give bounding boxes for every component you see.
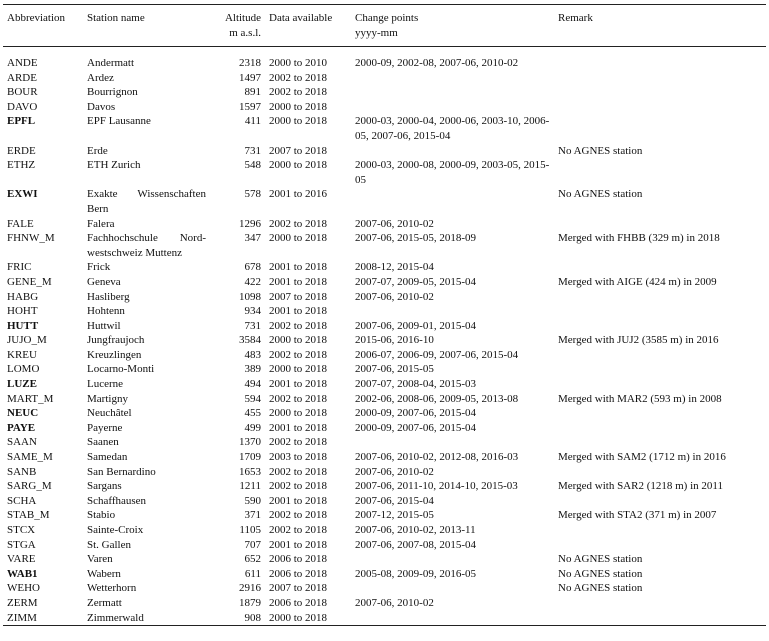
cell-remark: No AGNES station <box>558 188 643 201</box>
cell-data-available: 2000 to 2018 <box>269 363 328 376</box>
cell-change-points: 2007-06, 2015-04 <box>355 494 434 507</box>
cell-altitude: 483 <box>244 348 261 361</box>
cell-altitude: 1597 <box>239 100 261 113</box>
table-header <box>3 5 766 47</box>
table-row <box>3 523 766 538</box>
cell-station-name: Andermatt <box>87 57 135 69</box>
cell-station-name: Hasliberg <box>87 290 130 303</box>
cell-change-points: 2000-09, 2007-06, 2015-04 <box>355 407 476 420</box>
cell-data-available: 2001 to 2018 <box>269 421 328 434</box>
cell-altitude: 1370 <box>239 436 261 449</box>
cell-data-available: 2002 to 2018 <box>269 86 328 99</box>
cell-abbreviation: LOMO <box>7 363 40 376</box>
header-data-available: Data available <box>269 12 333 24</box>
cell-abbreviation: WAB1 <box>7 567 38 580</box>
cell-station-name: Frick <box>87 261 111 274</box>
header-change-points-label: Change points <box>355 12 419 24</box>
cell-altitude: 411 <box>244 115 261 128</box>
cell-abbreviation: HABG <box>7 290 39 303</box>
cell-station-name: Payerne <box>87 421 123 434</box>
cell-change-points: 2007-06, 2010-02, 2012-08, 2016-03 <box>355 451 519 464</box>
table-row <box>3 100 766 115</box>
table-row <box>3 567 766 582</box>
cell-data-available: 2002 to 2018 <box>269 392 328 405</box>
table-row <box>3 348 766 363</box>
cell-remark <box>554 114 766 143</box>
cell-change-points <box>351 552 554 567</box>
cell-remark <box>554 538 766 553</box>
table-row <box>3 508 766 523</box>
cell-change-points: 2000-09, 2002-08, 2007-06, 2010-02 <box>355 57 519 69</box>
table-row <box>3 362 766 377</box>
cell-altitude: 590 <box>244 494 261 507</box>
table-row <box>3 114 766 143</box>
cell-altitude: 578 <box>244 188 261 201</box>
cell-data-available: 2007 to 2018 <box>269 290 328 303</box>
cell-data-available: 2001 to 2018 <box>269 494 328 507</box>
cell-station-name: Falera <box>87 217 115 230</box>
cell-abbreviation: EPFL <box>7 115 36 128</box>
header-abbreviation: Abbreviation <box>7 12 66 24</box>
cell-data-available: 2000 to 2018 <box>269 407 328 420</box>
cell-abbreviation: ERDE <box>7 144 36 157</box>
cell-altitude: 494 <box>244 378 261 391</box>
cell-altitude: 594 <box>244 392 261 405</box>
table-row <box>3 479 766 494</box>
cell-altitude: 499 <box>244 421 261 434</box>
cell-remark: Merged with AIGE (424 m) in 2009 <box>558 275 717 288</box>
cell-change-points <box>351 187 554 216</box>
cell-abbreviation: STAB_M <box>7 509 50 522</box>
cell-data-available: 2000 to 2018 <box>269 115 328 128</box>
cell-data-available: 2006 to 2018 <box>269 596 328 609</box>
cell-altitude: 1653 <box>239 465 261 478</box>
cell-remark <box>554 421 766 436</box>
cell-station-name: EPF Lausanne <box>87 115 151 128</box>
cell-altitude: 3584 <box>239 334 261 347</box>
cell-change-points: 2008-12, 2015-04 <box>355 261 434 274</box>
cell-abbreviation: ARDE <box>7 71 37 84</box>
cell-station-name: San Bernardino <box>87 465 156 478</box>
cell-altitude: 731 <box>244 144 261 157</box>
cell-remark: Merged with SAR2 (1218 m) in 2011 <box>558 480 723 493</box>
cell-station-name: Saanen <box>87 436 119 449</box>
cell-abbreviation: ETHZ <box>7 159 36 172</box>
table-row <box>3 406 766 421</box>
cell-abbreviation: SAME_M <box>7 451 53 464</box>
cell-data-available: 2001 to 2018 <box>269 261 328 274</box>
table-row <box>3 144 766 159</box>
table-row <box>3 611 766 626</box>
cell-remark <box>554 377 766 392</box>
cell-station-name: Ardez <box>87 71 114 84</box>
table-row <box>3 231 766 260</box>
cell-remark: Merged with SAM2 (1712 m) in 2016 <box>558 451 726 464</box>
cell-altitude: 1296 <box>239 217 261 230</box>
cell-data-available: 2000 to 2018 <box>269 232 328 245</box>
cell-change-points: 2007-06, 2015-05 <box>355 363 434 376</box>
cell-altitude: 678 <box>244 261 261 274</box>
cell-altitude: 934 <box>244 305 261 318</box>
table-row <box>3 377 766 392</box>
cell-remark: No AGNES station <box>558 144 643 157</box>
cell-data-available: 2002 to 2018 <box>269 524 328 536</box>
cell-change-points: 2007-06, 2010-02 <box>355 465 434 478</box>
cell-data-available: 2002 to 2018 <box>269 480 328 493</box>
cell-change-points: 2007-07, 2008-04, 2015-03 <box>355 378 476 391</box>
cell-altitude: 891 <box>244 86 261 99</box>
cell-abbreviation: SARG_M <box>7 480 52 493</box>
cell-data-available: 2006 to 2018 <box>269 567 328 580</box>
cell-remark <box>554 319 766 334</box>
cell-station-name: Davos <box>87 100 116 113</box>
cell-change-points <box>351 71 554 86</box>
cell-station-name: Stabio <box>87 509 116 522</box>
cell-remark <box>554 71 766 86</box>
cell-data-available: 2001 to 2016 <box>269 188 328 201</box>
cell-abbreviation: HUTT <box>7 319 39 332</box>
cell-remark: Merged with STA2 (371 m) in 2007 <box>558 509 717 522</box>
cell-change-points <box>351 611 554 626</box>
cell-station-name: Kreuzlingen <box>87 348 142 361</box>
cell-abbreviation: STGA <box>7 538 36 551</box>
cell-change-points: 2007-07, 2009-05, 2015-04 <box>355 275 476 288</box>
table-row <box>3 538 766 553</box>
station-table <box>3 4 766 626</box>
cell-remark: Merged with MAR2 (593 m) in 2008 <box>558 392 722 405</box>
header-row <box>3 5 766 47</box>
cell-abbreviation: SANB <box>7 465 37 478</box>
cell-station-name: Varen <box>87 553 113 566</box>
table-row <box>3 187 766 216</box>
table-body <box>3 47 766 626</box>
cell-remark <box>554 494 766 509</box>
cell-change-points <box>351 581 554 596</box>
cell-abbreviation: HOHT <box>7 305 38 318</box>
cell-altitude: 1098 <box>239 290 261 303</box>
cell-station-name: Martigny <box>87 392 128 405</box>
cell-data-available: 2006 to 2018 <box>269 553 328 566</box>
cell-remark: Merged with FHBB (329 m) in 2018 <box>558 232 720 245</box>
cell-abbreviation: KREU <box>7 348 37 361</box>
cell-station-name: Hohtenn <box>87 305 125 318</box>
cell-altitude: 1879 <box>239 596 261 609</box>
table-row <box>3 333 766 348</box>
cell-altitude: 455 <box>244 407 261 420</box>
header-remark: Remark <box>558 12 593 24</box>
cell-change-points: 2005-08, 2009-09, 2016-05 <box>355 567 476 580</box>
cell-altitude: 1709 <box>239 451 261 464</box>
cell-altitude: 371 <box>244 509 261 522</box>
cell-abbreviation: FALE <box>7 217 34 230</box>
table-row <box>3 85 766 100</box>
cell-station-name: Geneva <box>87 275 121 288</box>
cell-station-name: Wetterhorn <box>87 582 137 595</box>
cell-change-points: 2007-06, 2010-02 <box>355 596 434 609</box>
table-row <box>3 319 766 334</box>
cell-remark <box>554 304 766 319</box>
cell-change-points <box>351 85 554 100</box>
cell-data-available: 2002 to 2018 <box>269 348 328 361</box>
cell-station-name: Locarno-Monti <box>87 363 155 376</box>
cell-change-points: 2000-03, 2000-08, 2000-09, 2003-05, 2015-05 <box>355 159 550 186</box>
cell-abbreviation: NEUC <box>7 407 39 420</box>
table-row <box>3 435 766 450</box>
cell-abbreviation: SCHA <box>7 494 37 507</box>
cell-remark <box>554 465 766 480</box>
cell-data-available: 2002 to 2018 <box>269 436 328 449</box>
cell-station-name: Zimmerwald <box>87 611 144 624</box>
cell-remark <box>554 348 766 363</box>
cell-remark <box>554 435 766 450</box>
header-altitude-label: Altitude <box>224 12 261 24</box>
cell-remark <box>554 596 766 611</box>
table-row <box>3 290 766 305</box>
cell-station-name: Exakte Wissenschaften Bern <box>87 188 206 215</box>
table-row <box>3 596 766 611</box>
header-altitude <box>210 5 265 47</box>
cell-change-points: 2015-06, 2016-10 <box>355 334 434 347</box>
table-row <box>3 421 766 436</box>
cell-change-points: 2000-09, 2007-06, 2015-04 <box>355 421 476 434</box>
cell-data-available: 2003 to 2018 <box>269 451 328 464</box>
cell-data-available: 2007 to 2018 <box>269 582 328 595</box>
cell-remark: No AGNES station <box>558 582 643 595</box>
cell-data-available: 2000 to 2018 <box>269 611 328 624</box>
cell-data-available: 2001 to 2018 <box>269 305 328 318</box>
cell-data-available: 2001 to 2018 <box>269 378 328 391</box>
cell-altitude: 2318 <box>239 57 261 69</box>
header-station-name: Station name <box>87 12 145 24</box>
cell-station-name: St. Gallen <box>87 538 131 551</box>
cell-data-available: 2002 to 2018 <box>269 465 328 478</box>
cell-abbreviation: BOUR <box>7 86 38 99</box>
cell-altitude: 1211 <box>239 480 261 493</box>
header-altitude-unit: m a.s.l. <box>229 27 261 39</box>
cell-remark <box>554 523 766 538</box>
cell-abbreviation: STCX <box>7 524 36 536</box>
cell-station-name: Fachhochschule Nord-westschweiz Muttenz <box>87 232 206 259</box>
cell-change-points <box>351 144 554 159</box>
cell-remark: No AGNES station <box>558 567 643 580</box>
cell-change-points <box>351 435 554 450</box>
cell-remark <box>554 611 766 626</box>
cell-abbreviation: SAAN <box>7 436 37 449</box>
cell-data-available: 2002 to 2018 <box>269 509 328 522</box>
cell-change-points <box>351 100 554 115</box>
table-row <box>3 71 766 86</box>
cell-remark <box>554 158 766 187</box>
cell-station-name: Huttwil <box>87 319 121 332</box>
cell-change-points: 2007-06, 2010-02, 2013-11 <box>355 524 476 536</box>
cell-abbreviation: FHNW_M <box>7 232 55 245</box>
cell-station-name: Samedan <box>87 451 128 464</box>
cell-change-points: 2000-03, 2000-04, 2000-06, 2003-10, 2006-05, 2007-06, 2015-04 <box>355 115 550 142</box>
cell-station-name: Neuchâtel <box>87 407 132 420</box>
cell-data-available: 2000 to 2018 <box>269 334 328 347</box>
cell-change-points: 2006-07, 2006-09, 2007-06, 2015-04 <box>355 348 519 361</box>
table-row <box>3 217 766 232</box>
header-change-points <box>351 5 554 47</box>
table-row <box>3 581 766 596</box>
cell-station-name: ETH Zurich <box>87 159 141 172</box>
cell-data-available: 2002 to 2018 <box>269 71 328 84</box>
cell-altitude: 707 <box>244 538 261 551</box>
cell-remark <box>554 406 766 421</box>
cell-altitude: 1497 <box>239 71 261 84</box>
table-row <box>3 552 766 567</box>
table-row <box>3 47 766 71</box>
cell-change-points: 2007-06, 2010-02 <box>355 217 434 230</box>
cell-abbreviation: GENE_M <box>7 275 52 288</box>
cell-data-available: 2000 to 2010 <box>269 57 328 69</box>
table-row <box>3 450 766 465</box>
table-row <box>3 158 766 187</box>
cell-abbreviation: VARE <box>7 553 36 566</box>
cell-remark <box>554 217 766 232</box>
cell-remark <box>554 260 766 275</box>
cell-station-name: Zermatt <box>87 596 122 609</box>
header-change-points-format: yyyy-mm <box>355 27 398 39</box>
cell-change-points <box>351 304 554 319</box>
cell-remark <box>554 100 766 115</box>
cell-data-available: 2002 to 2018 <box>269 319 328 332</box>
cell-remark <box>554 85 766 100</box>
cell-data-available: 2007 to 2018 <box>269 144 328 157</box>
cell-altitude: 652 <box>244 553 261 566</box>
cell-altitude: 2916 <box>239 582 261 595</box>
cell-station-name: Erde <box>87 144 108 157</box>
cell-altitude: 548 <box>244 159 261 172</box>
cell-abbreviation: LUZE <box>7 378 37 391</box>
cell-station-name: Schaffhausen <box>87 494 147 507</box>
cell-altitude: 389 <box>244 363 261 376</box>
cell-abbreviation: JUJO_M <box>7 334 47 347</box>
table-row <box>3 465 766 480</box>
cell-data-available: 2001 to 2018 <box>269 538 328 551</box>
cell-altitude: 1105 <box>239 524 261 536</box>
cell-altitude: 908 <box>244 611 261 624</box>
cell-abbreviation: PAYE <box>7 421 36 434</box>
table-row <box>3 275 766 290</box>
table-row <box>3 260 766 275</box>
cell-abbreviation: ZIMM <box>7 611 37 624</box>
cell-station-name: Wabern <box>87 567 121 580</box>
cell-remark: Merged with JUJ2 (3585 m) in 2016 <box>558 334 719 347</box>
table-row <box>3 494 766 509</box>
cell-abbreviation: ANDE <box>7 57 38 69</box>
cell-change-points: 2007-06, 2007-08, 2015-04 <box>355 538 476 551</box>
cell-altitude: 422 <box>244 275 261 288</box>
cell-change-points: 2007-06, 2009-01, 2015-04 <box>355 319 476 332</box>
table-row <box>3 304 766 319</box>
cell-altitude: 347 <box>244 232 261 245</box>
cell-abbreviation: WEHO <box>7 582 40 595</box>
cell-change-points: 2007-06, 2010-02 <box>355 290 434 303</box>
cell-remark: No AGNES station <box>558 553 643 566</box>
cell-abbreviation: ZERM <box>7 596 38 609</box>
cell-station-name: Sainte-Croix <box>87 524 144 536</box>
cell-abbreviation: MART_M <box>7 392 54 405</box>
cell-abbreviation: DAVO <box>7 100 38 113</box>
cell-data-available: 2002 to 2018 <box>269 217 328 230</box>
cell-station-name: Lucerne <box>87 378 124 391</box>
cell-abbreviation: EXWI <box>7 188 38 201</box>
cell-station-name: Sargans <box>87 480 122 493</box>
cell-change-points: 2007-12, 2015-05 <box>355 509 434 522</box>
cell-station-name: Jungfraujoch <box>87 334 145 347</box>
cell-altitude: 731 <box>244 319 261 332</box>
cell-remark <box>554 290 766 305</box>
cell-abbreviation: FRIC <box>7 261 32 274</box>
cell-data-available: 2000 to 2018 <box>269 100 328 113</box>
cell-change-points: 2002-06, 2008-06, 2009-05, 2013-08 <box>355 392 519 405</box>
cell-station-name: Bourrignon <box>87 86 138 99</box>
cell-data-available: 2000 to 2018 <box>269 159 328 172</box>
cell-change-points: 2007-06, 2015-05, 2018-09 <box>355 232 476 245</box>
cell-change-points: 2007-06, 2011-10, 2014-10, 2015-03 <box>355 480 518 493</box>
cell-remark <box>554 47 766 71</box>
cell-remark <box>554 362 766 377</box>
cell-data-available: 2001 to 2018 <box>269 275 328 288</box>
cell-altitude: 611 <box>244 567 261 580</box>
table-row <box>3 392 766 407</box>
